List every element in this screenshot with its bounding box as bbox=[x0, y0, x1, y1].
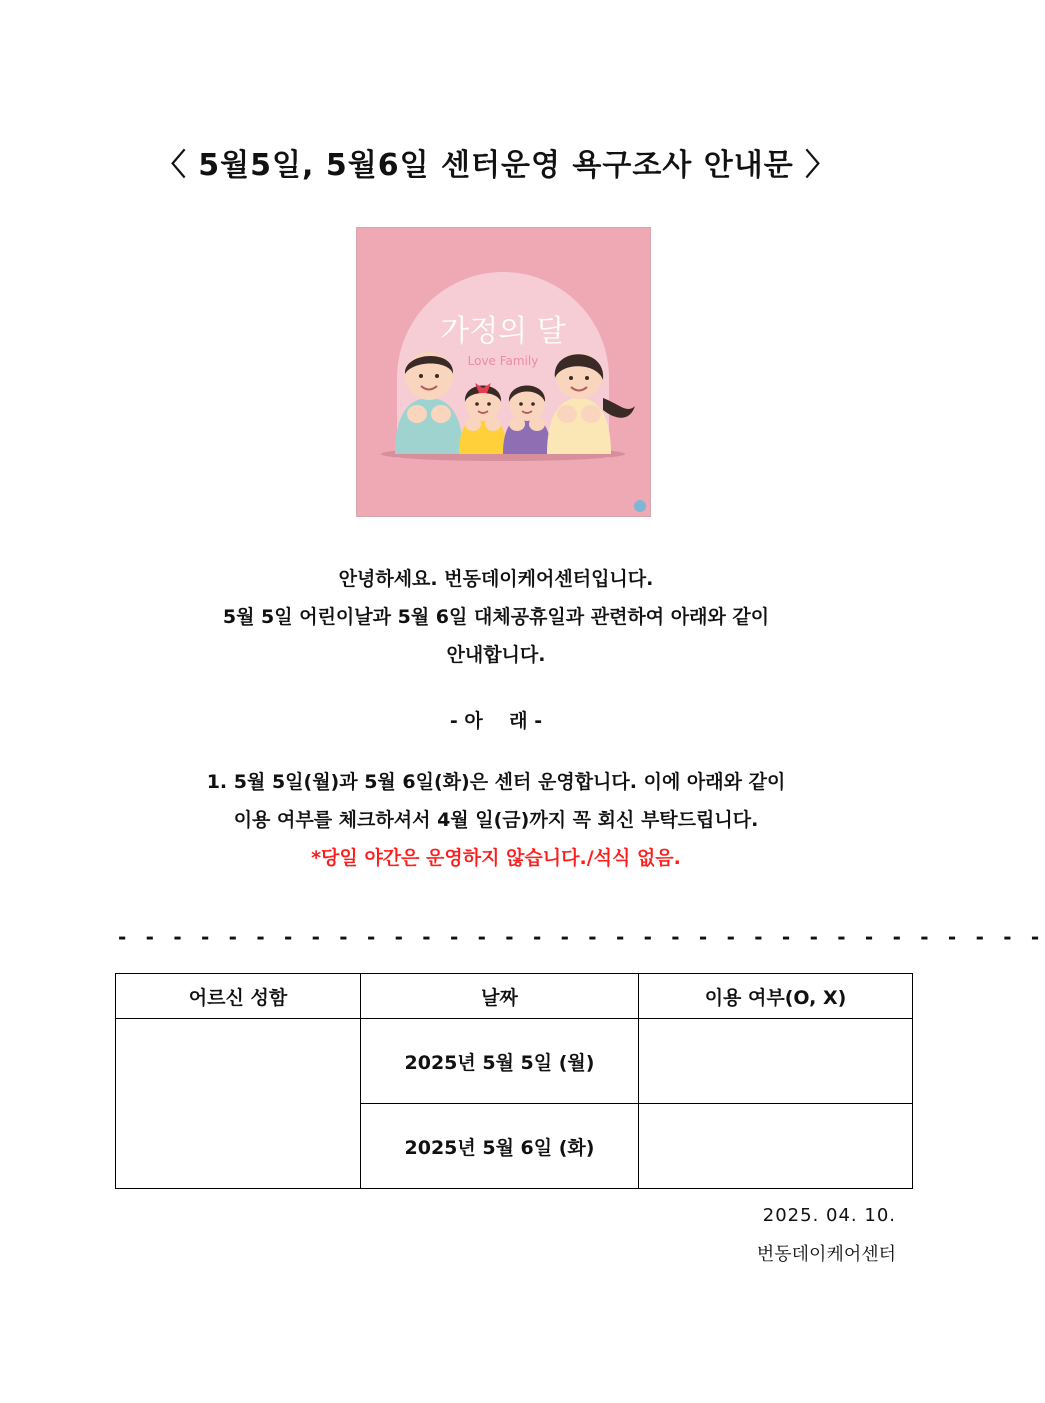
table-header-row bbox=[116, 974, 913, 1019]
date-cell: 2025년 5월 6일 (화) bbox=[361, 1104, 639, 1189]
header-date: 날짜 bbox=[361, 974, 639, 1019]
body-line: 이용 여부를 체크하셔서 4월 일(금)까지 꼭 회신 부탁드립니다. bbox=[233, 809, 759, 831]
greeting-block bbox=[0, 560, 992, 674]
header-usage: 이용 여부(O, X) bbox=[639, 974, 913, 1019]
issue-date: 2025. 04. 10. bbox=[762, 1205, 896, 1226]
illustration-heading: 가정의 달 bbox=[440, 314, 566, 349]
watermark-badge bbox=[634, 500, 646, 512]
date-cell: 2025년 5월 5일 (월) bbox=[361, 1019, 639, 1104]
illustration-subheading: Love Family bbox=[467, 354, 539, 368]
usage-cell[interactable] bbox=[639, 1104, 913, 1189]
organization-name: 번동데이케어센터 bbox=[756, 1244, 896, 1265]
notice-heading: - 아 래 - bbox=[449, 710, 543, 732]
response-table bbox=[115, 973, 913, 1189]
greeting-line: 5월 5일 어린이날과 5월 6일 대체공휴일과 관련하여 아래와 같이 bbox=[222, 606, 770, 628]
header-name: 어르신 성함 bbox=[116, 974, 361, 1019]
body-line: 1. 5월 5일(월)과 5월 6일(화)은 센터 운영합니다. 이에 아래와 같이 bbox=[206, 771, 786, 793]
cut-line: - - - - - - - - - - - - - - - - - - - - - - - - - - - - - - - - - - bbox=[118, 925, 1045, 949]
greeting-line: 안녕하세요. 번동데이케어센터입니다. bbox=[338, 568, 654, 590]
name-cell[interactable] bbox=[116, 1019, 361, 1189]
notice-body bbox=[0, 763, 992, 877]
greeting-line: 안내합니다. bbox=[446, 644, 546, 666]
usage-cell[interactable] bbox=[639, 1019, 913, 1104]
page-title: 〈 5월5일, 5월6일 센터운영 욕구조사 안내문 〉 bbox=[155, 148, 837, 183]
table-row bbox=[116, 1019, 913, 1104]
family-month-illustration bbox=[356, 227, 651, 517]
body-note: *당일 야간은 운영하지 않습니다./석식 없음. bbox=[311, 847, 681, 869]
